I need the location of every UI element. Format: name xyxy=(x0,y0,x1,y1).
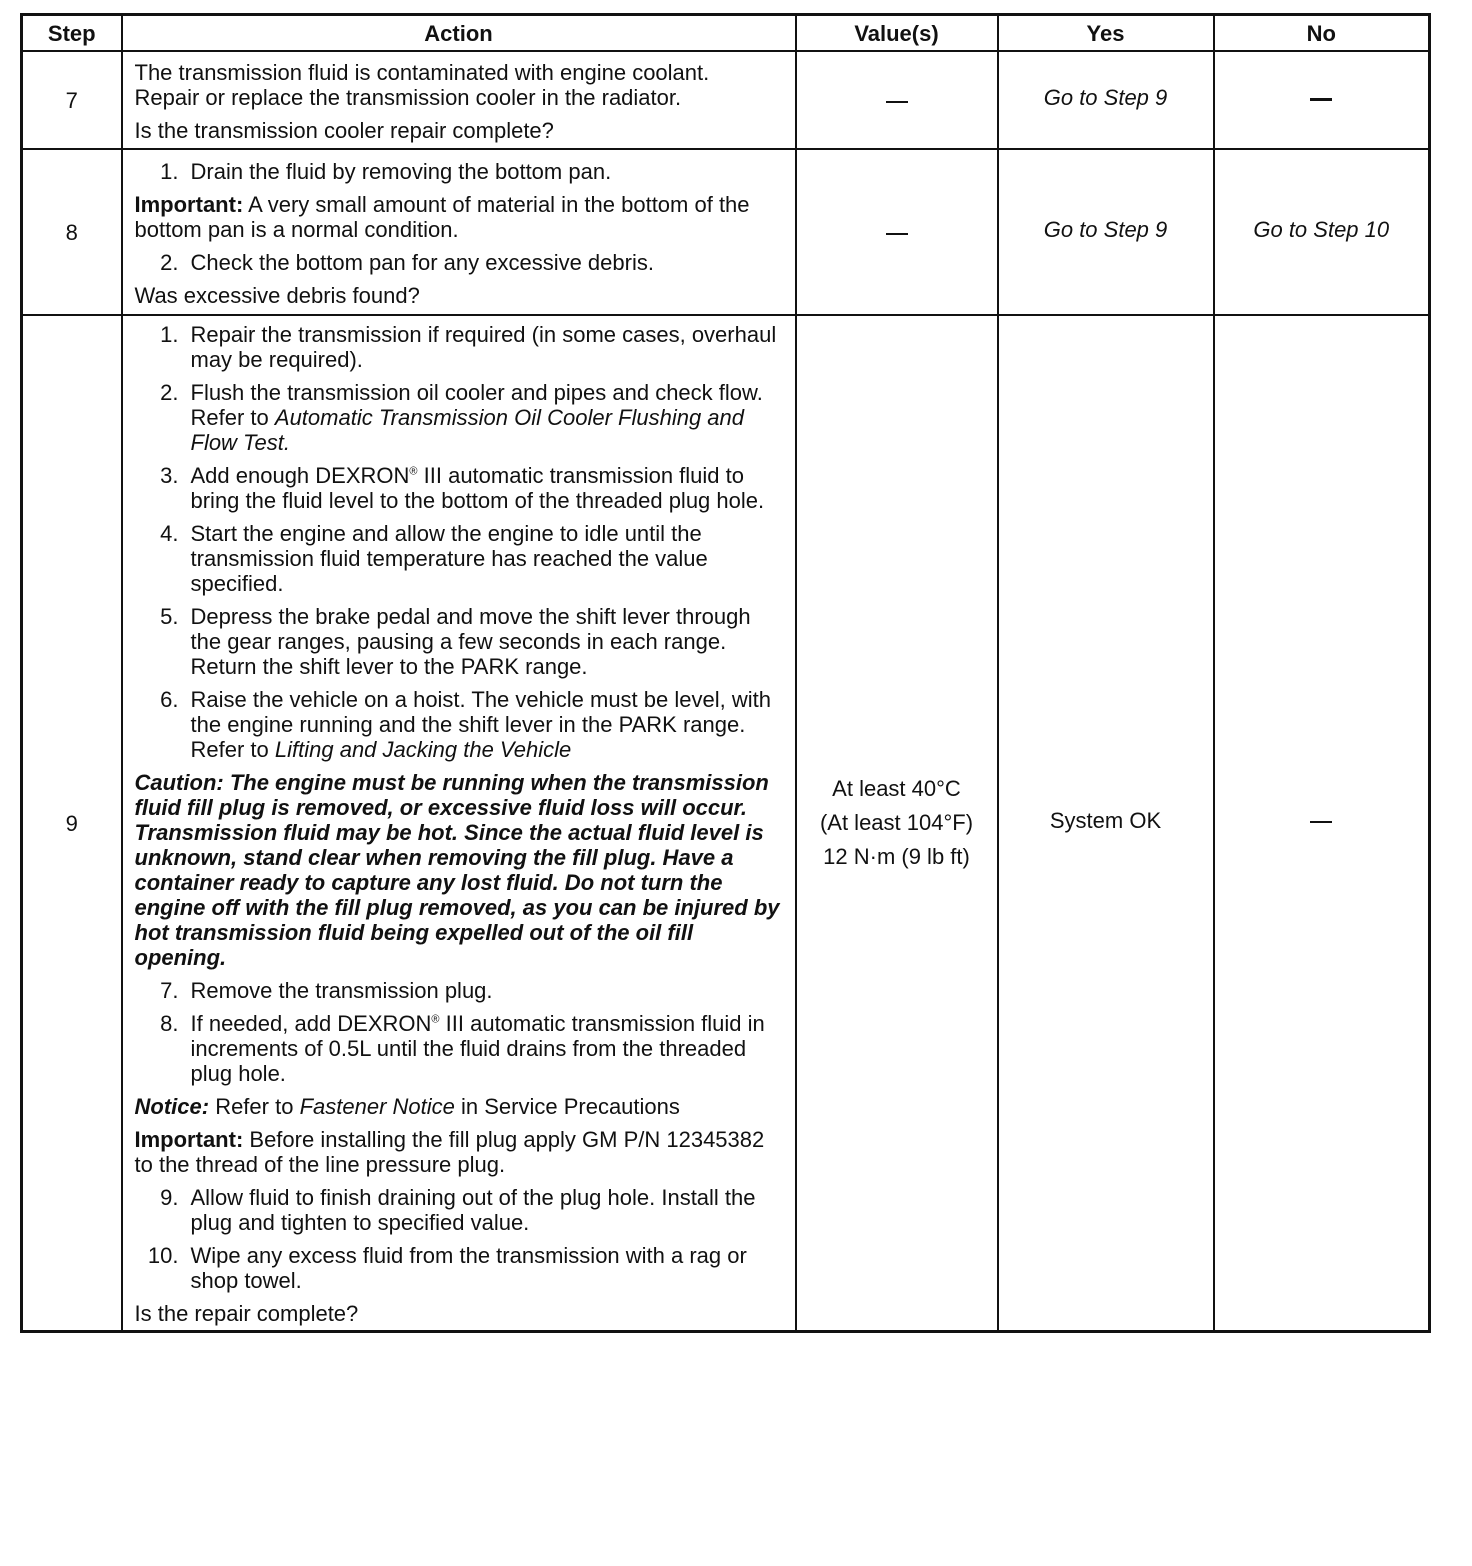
numbered-steps xyxy=(135,1185,785,1293)
value-line: (At least 104°F) xyxy=(819,810,974,835)
question-text: Is the transmission cooler repair complete? xyxy=(134,117,554,143)
table-row-step-9 xyxy=(22,315,1430,1332)
list-item xyxy=(135,250,785,275)
step-number: 9 xyxy=(22,315,122,1332)
step-number: 7 xyxy=(22,51,122,149)
question-text: Is the repair complete? xyxy=(134,1301,359,1326)
action-line: Repair or replace the transmission cooler in the radiator. xyxy=(134,84,682,110)
value-line: 12 N·m (9 lb ft) xyxy=(823,844,970,869)
empty-dash xyxy=(1310,821,1332,823)
item-text: Flush the transmission oil cooler and pipes and check flow. Refer to xyxy=(190,380,763,430)
reference-link-text: Fastener Notice xyxy=(299,1094,455,1119)
important-label: Important: xyxy=(134,191,244,217)
list-item xyxy=(135,322,785,372)
list-item xyxy=(135,1011,785,1086)
header-no: No xyxy=(1214,15,1430,52)
notice-label: Notice: xyxy=(134,1094,210,1119)
action-cell xyxy=(122,51,796,149)
values-cell xyxy=(796,315,998,1332)
list-item xyxy=(135,978,785,1003)
diagnostic-table xyxy=(20,13,1431,1333)
values-cell xyxy=(796,51,998,149)
item-text: Add enough DEXRON xyxy=(190,463,410,488)
no-cell: Go to Step 10 xyxy=(1214,149,1430,315)
numbered-steps xyxy=(135,322,785,762)
action-cell xyxy=(122,315,796,1332)
item-text: Remove the transmission plug. xyxy=(190,978,493,1003)
list-item xyxy=(135,380,785,455)
table-row-step-7 xyxy=(22,51,1430,149)
item-text: Repair the transmission if required (in some cases, overhaul may be required). xyxy=(190,322,777,372)
yes-cell: Go to Step 9 xyxy=(998,149,1214,315)
important-text: A very small amount of material in the bottom of the bottom pan is a normal condition. xyxy=(134,191,750,242)
action-cell xyxy=(122,149,796,315)
important-text: Before installing the fill plug apply GM P/N 12345382 to the thread of the line pressure plug. xyxy=(134,1127,765,1177)
notice-note xyxy=(135,1094,785,1119)
registered-mark: ® xyxy=(431,1013,440,1026)
item-text: Check the bottom pan for any excessive debris. xyxy=(190,249,654,275)
value-line: At least 40°C xyxy=(832,776,961,801)
important-note xyxy=(135,192,785,242)
empty-dash xyxy=(886,101,908,103)
empty-dash xyxy=(1310,98,1332,101)
item-text: Wipe any excess fluid from the transmission with a rag or shop towel. xyxy=(190,1243,747,1293)
notice-text: in Service Precautions xyxy=(461,1094,680,1119)
item-number: 3. xyxy=(160,463,179,488)
item-text: Raise the vehicle on a hoist. The vehicle must be level, with the engine running and the shift lever in the PARK range. Refer to xyxy=(190,687,771,762)
step-number: 8 xyxy=(22,149,122,315)
item-number: 6. xyxy=(160,687,179,712)
item-text: Allow fluid to finish draining out of the plug hole. Install the plug and tighten to specified value. xyxy=(190,1185,756,1235)
table-row-step-8 xyxy=(22,149,1430,315)
numbered-steps xyxy=(135,159,785,184)
no-cell xyxy=(1214,51,1430,149)
item-number: 5. xyxy=(160,604,179,629)
header-yes: Yes xyxy=(998,15,1214,52)
list-item xyxy=(135,604,785,679)
list-item xyxy=(135,521,785,596)
item-number: 10. xyxy=(147,1243,179,1268)
item-text: III automatic transmission fluid to bring the fluid level to the bottom of the threaded plug hole. xyxy=(190,463,765,513)
item-number: 2. xyxy=(160,249,179,275)
list-item xyxy=(135,1185,785,1235)
header-values: Value(s) xyxy=(796,15,998,52)
important-note xyxy=(135,1127,785,1177)
item-text: Drain the fluid by removing the bottom pan. xyxy=(190,158,612,184)
item-number: 2. xyxy=(160,380,179,405)
header-step: Step xyxy=(22,15,122,52)
list-item xyxy=(135,463,785,513)
item-number: 7. xyxy=(160,978,179,1003)
caution-note: Caution: The engine must be running when the transmission fluid fill plug is removed, or excessive fluid loss will occur. Transmission fluid may be hot. Since the actual fluid level is unknown, stand clear when removing the fill plug. Have a container ready to capture any lost fluid. Do not turn the engine off with the fill plug removed, as you can be injured by hot transmission fluid being expelled out of the oil fill opening. xyxy=(134,770,780,970)
action-line: The transmission fluid is contaminated with engine coolant. xyxy=(134,59,710,85)
item-number: 1. xyxy=(160,158,179,184)
item-number: 9. xyxy=(160,1185,179,1210)
list-item xyxy=(135,687,785,762)
item-number: 1. xyxy=(160,322,179,347)
values-cell xyxy=(796,149,998,315)
item-text: If needed, add DEXRON xyxy=(190,1011,432,1036)
numbered-steps xyxy=(135,250,785,275)
empty-dash xyxy=(886,233,908,235)
yes-cell: Go to Step 9 xyxy=(998,51,1214,149)
no-cell xyxy=(1214,315,1430,1332)
yes-cell: System OK xyxy=(998,315,1214,1332)
list-item xyxy=(135,159,785,184)
important-label: Important: xyxy=(134,1127,244,1152)
question-text: Was excessive debris found? xyxy=(134,282,420,308)
item-text: Start the engine and allow the engine to idle until the transmission fluid temperature has reached the value specified. xyxy=(190,521,708,596)
item-text: Depress the brake pedal and move the shift lever through the gear ranges, pausing a few seconds in each range. Return the shift lever to the PARK range. xyxy=(190,604,751,679)
reference-link-text: Automatic Transmission Oil Cooler Flushing and Flow Test. xyxy=(190,405,745,455)
reference-link-text: Lifting and Jacking the Vehicle xyxy=(274,737,572,762)
numbered-steps xyxy=(135,978,785,1086)
item-number: 8. xyxy=(160,1011,179,1036)
header-action: Action xyxy=(122,15,796,52)
item-number: 4. xyxy=(160,521,179,546)
header-row xyxy=(22,15,1430,52)
notice-text: Refer to xyxy=(215,1094,294,1119)
item-text: III automatic transmission fluid in increments of 0.5L until the fluid drains from the threaded plug hole. xyxy=(190,1011,765,1086)
list-item xyxy=(135,1243,785,1293)
registered-mark: ® xyxy=(409,465,418,478)
